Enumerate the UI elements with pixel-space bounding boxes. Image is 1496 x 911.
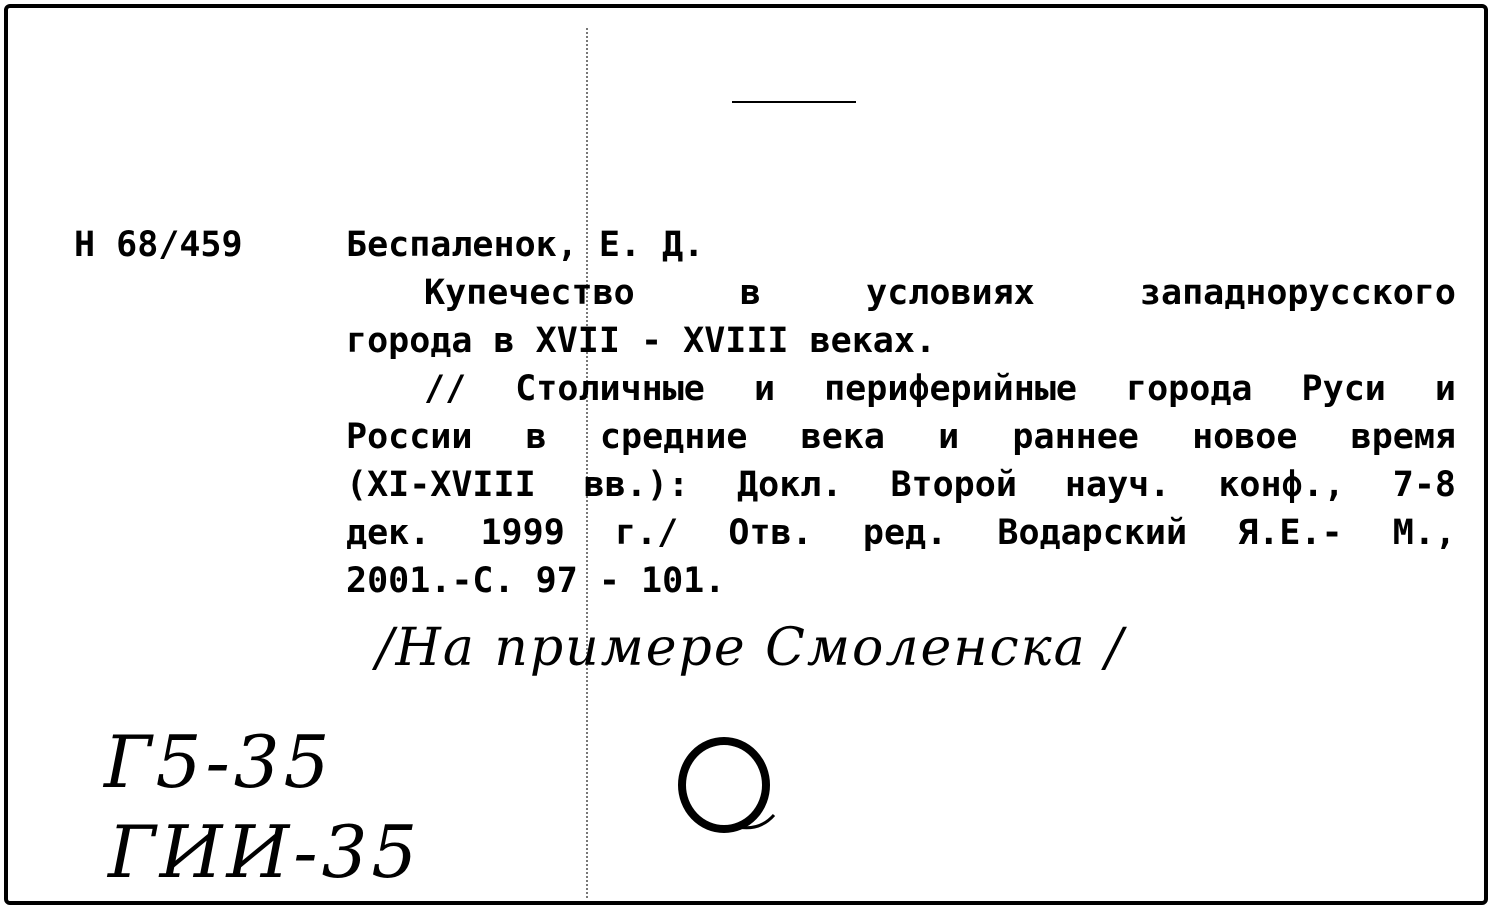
circle-mark-icon — [676, 735, 776, 843]
source-line-3: (XI-XVIII вв.): Докл. Второй науч. конф., 7-8 — [346, 465, 1456, 505]
source-line-5: 2001.-С. 97 - 101. — [346, 561, 726, 601]
catalog-card — [4, 4, 1488, 905]
top-rule — [732, 101, 856, 103]
source-line-1: // Столичные и периферийные города Руси и — [424, 369, 1456, 409]
title-line-2: города в XVII - XVIII веках. — [346, 321, 937, 361]
source-line-2: России в средние века и раннее новое время — [346, 417, 1456, 457]
handwritten-code-1: Г5-35 — [104, 720, 334, 804]
author-line: Беспаленок, Е. Д. — [346, 225, 705, 265]
source-line-4: дек. 1999 г./ Отв. ред. Водарский Я.Е.- М., — [346, 513, 1456, 553]
call-number: Н 68/459 — [74, 225, 243, 265]
handwritten-note: /На примере Смоленска / — [376, 618, 1125, 678]
title-line-1: Купечество в условиях западнорусского — [424, 273, 1456, 313]
bibliographic-entry — [346, 221, 1456, 605]
handwritten-code-2: ГИИ-35 — [108, 810, 422, 894]
